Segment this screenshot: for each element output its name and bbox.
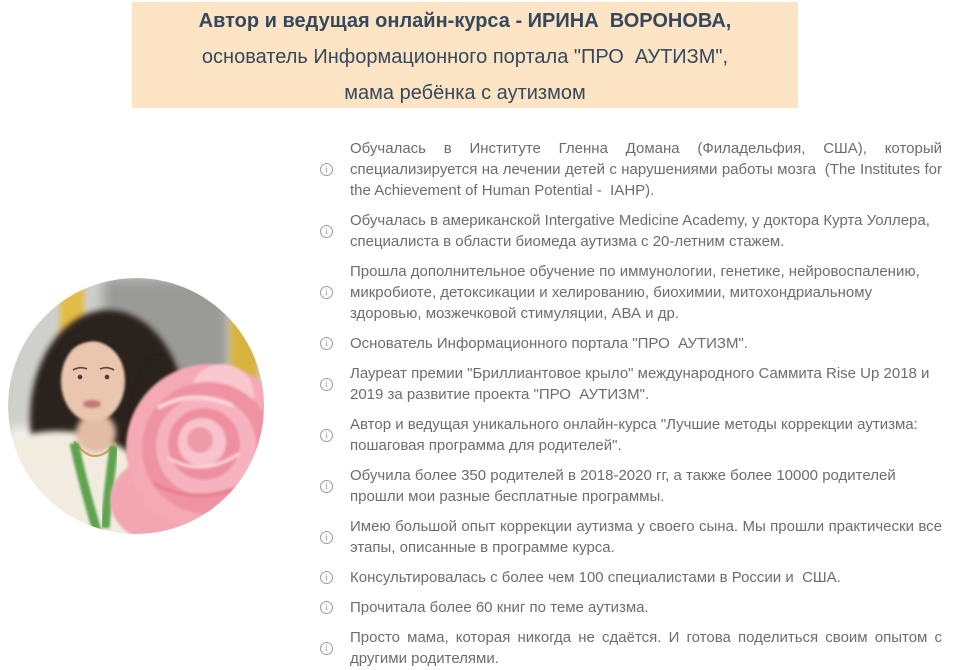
info-circle-icon: i [320, 378, 333, 391]
list-item-text: Имею большой опыт коррекции аутизма у своего сына. Мы прошли практически все этапы, описанные в программе курса. [350, 518, 947, 556]
list-item-text: Просто мама, которая никогда не сдаётся. И готова поделиться своим опытом с другими родителями. [350, 629, 947, 667]
info-circle-icon: i [320, 601, 333, 614]
list-item-text: Лауреат премии "Бриллиантовое крыло" международного Саммита Rise Up 2018 и 2019 за развитие проекта "ПРО АУТИЗМ". [350, 365, 934, 403]
list-item-text: Основатель Информационного портала "ПРО АУТИЗМ". [350, 335, 748, 352]
list-item-text: Обучалась в Институте Гленна Домана (Филадельфия, США), который специализируется на лечении детей с нарушениями работы мозга (The Institutes for the Achievement of Human Potential - IAHP). [350, 140, 947, 199]
list-item-text: Обучалась в американской Intergative Medicine Academy, у доктора Курта Уоллера, специалиста в области биомеда аутизма с 20-летним стажем. [350, 212, 935, 250]
info-circle-icon: i [320, 571, 333, 584]
list-item [320, 210, 942, 252]
profile-photo-illustration [8, 278, 264, 534]
list-item [320, 138, 947, 201]
info-circle-icon: i [320, 642, 333, 655]
profile-photo [8, 278, 264, 534]
header-banner [132, 2, 798, 108]
list-item [320, 627, 947, 669]
info-circle-icon: i [320, 286, 333, 299]
list-item-text: Обучила более 350 родителей в 2018-2020 гг, а также более 10000 родителей прошли мои разные бесплатные программы. [350, 467, 900, 505]
info-circle-icon: i [320, 163, 333, 176]
list-item [320, 516, 947, 558]
header-line-1: Автор и ведущая онлайн-курса - ИРИНА ВОРОНОВА, [198, 10, 732, 32]
list-item [320, 567, 942, 588]
info-circle-icon: i [320, 225, 333, 238]
list-item-text: Прочитала более 60 книг по теме аутизма. [350, 599, 649, 616]
list-item [320, 333, 942, 354]
info-circle-icon: i [320, 429, 333, 442]
list-item-text: Прошла дополнительное обучение по иммунологии, генетике, нейровоспалению, микробиоте, детоксикации и хелированию, биохимии, митохондриальному здоровью, мозжечковой стимуляции, АВА и др. [350, 263, 924, 322]
author-credentials-list [320, 138, 947, 670]
list-item [320, 597, 942, 618]
info-circle-icon: i [320, 480, 333, 493]
list-item [320, 465, 942, 507]
list-item [320, 261, 942, 324]
list-item [320, 363, 942, 405]
list-item [320, 414, 942, 456]
info-circle-icon: i [320, 337, 333, 350]
header-line-3: мама ребёнка с аутизмом [344, 82, 586, 104]
list-item-text: Консультировалась с более чем 100 специалистами в России и США. [350, 569, 841, 586]
info-circle-icon: i [320, 531, 333, 544]
header-line-2: основатель Информационного портала "ПРО АУТИЗМ", [201, 46, 729, 68]
list-item-text: Автор и ведущая уникального онлайн-курса "Лучшие методы коррекции аутизма: пошаговая программа для родителей". [350, 416, 922, 454]
